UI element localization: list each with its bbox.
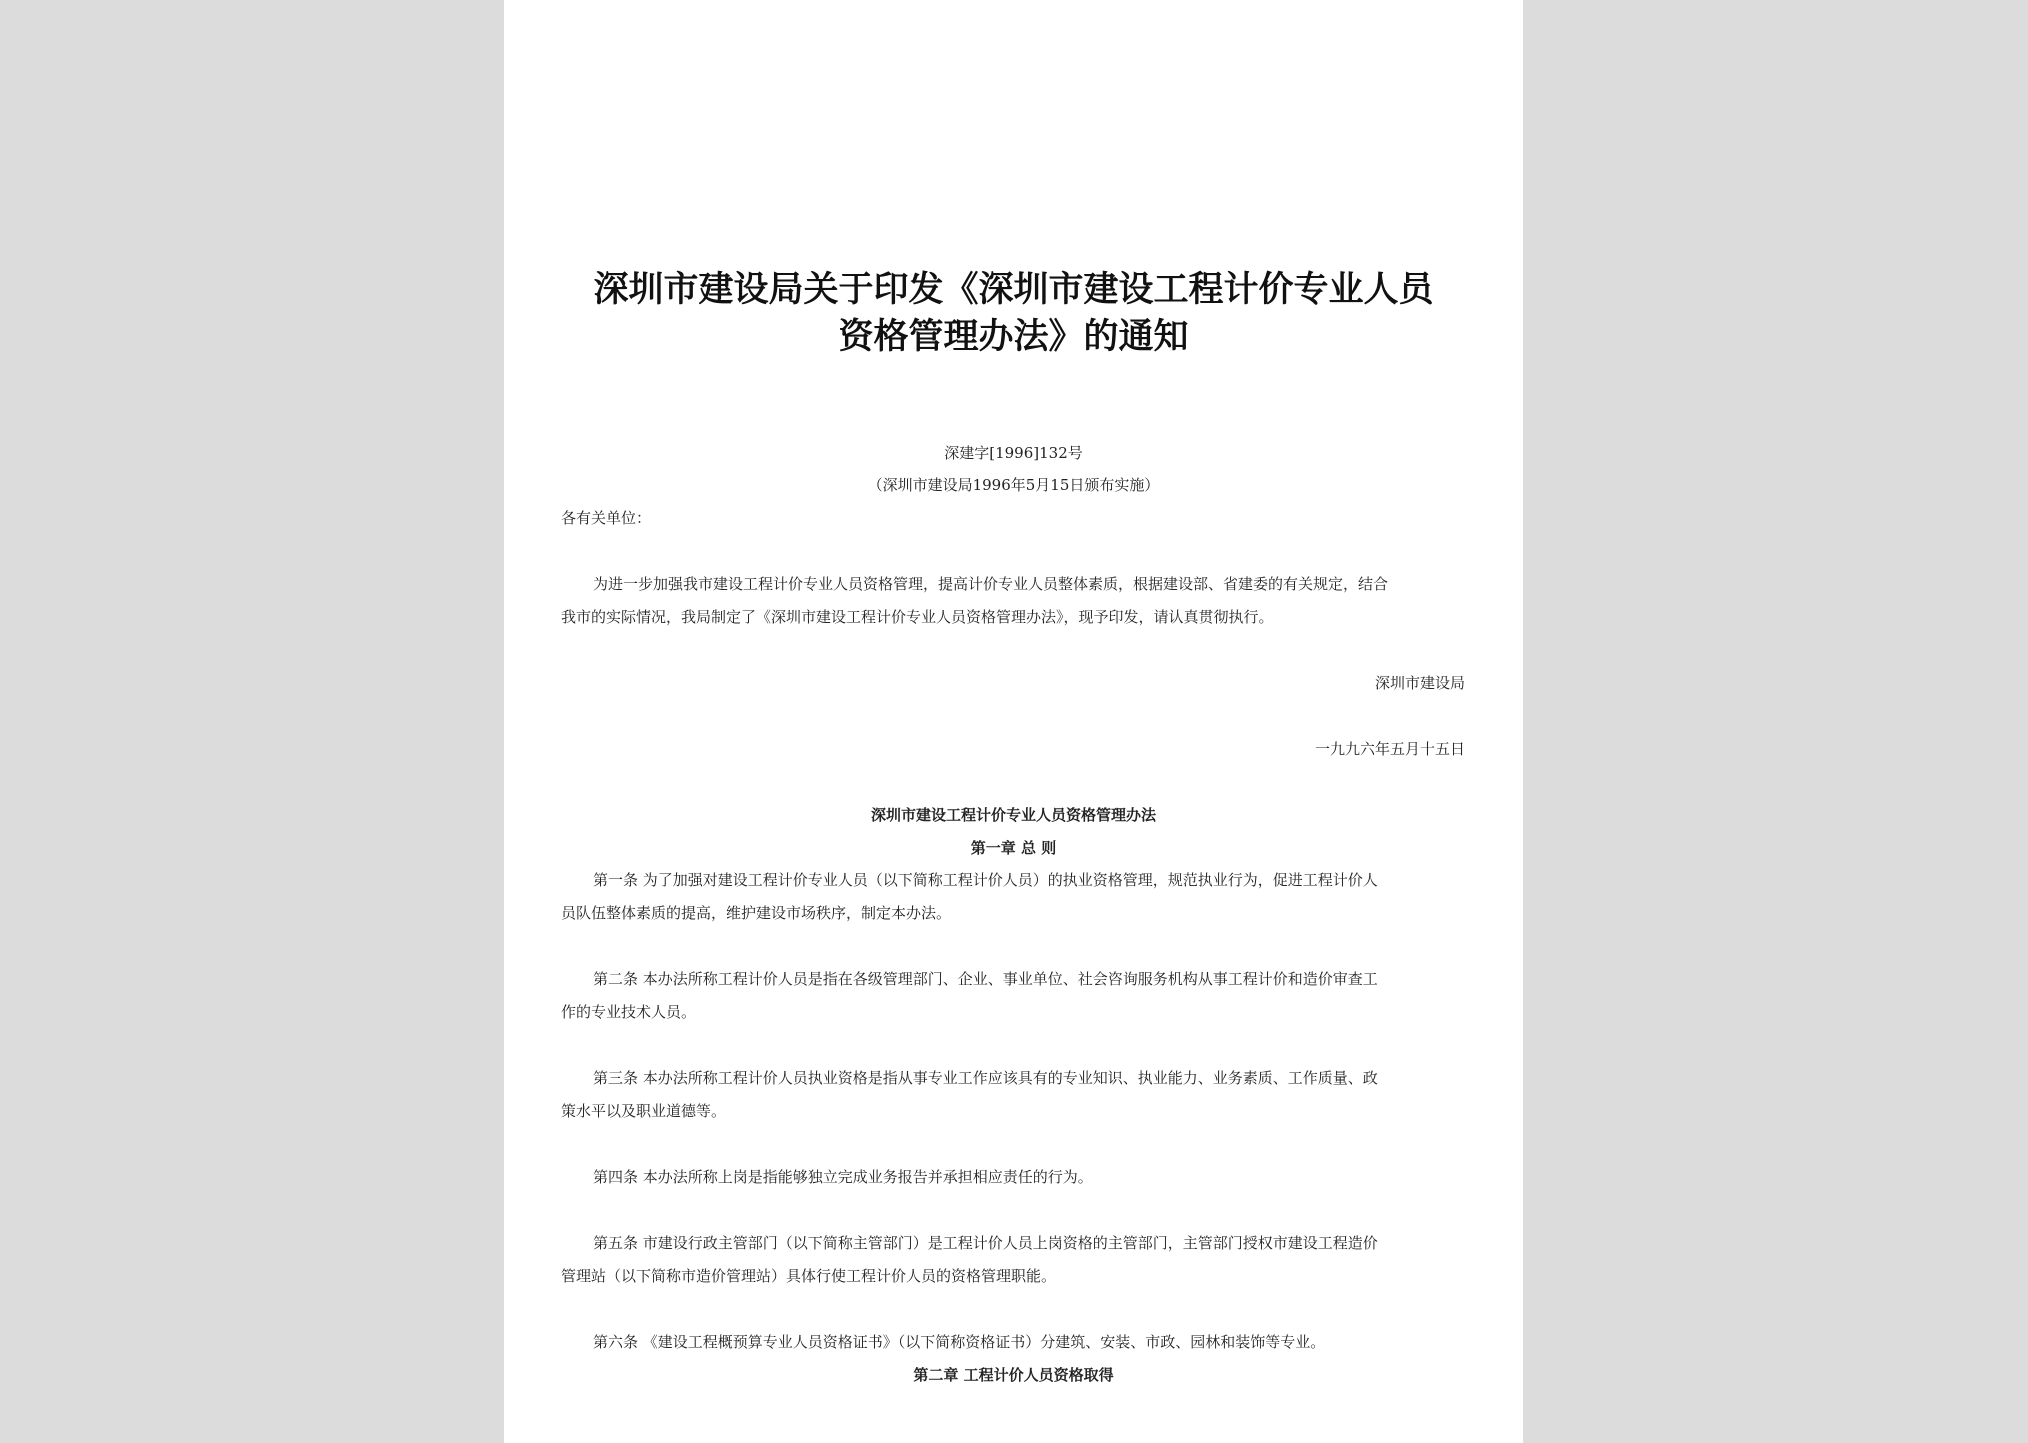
article-1-line-1: 第一条 为了加强对建设工程计价专业人员（以下简称工程计价人员）的执业资格管理，规范执业行为，促进工程计价人 — [593, 871, 1378, 889]
rules-title: 深圳市建设工程计价专业人员资格管理办法 — [870, 806, 1156, 824]
article-3-line-1: 第三条 本办法所称工程计价人员执业资格是指从事专业工作应该具有的专业知识、执业能力、业务素质、工作质量、政 — [593, 1069, 1378, 1087]
document-number: 深建字[1996]132号 — [944, 444, 1083, 462]
article-1-line-2: 员队伍整体素质的提高，维护建设市场秩序，制定本办法。 — [561, 904, 952, 922]
article-6-line-1: 第六条 《建设工程概预算专业人员资格证书》（以下简称资格证书）分建筑、安装、市政、园林和装饰等专业。 — [593, 1333, 1326, 1351]
issue-note: （深圳市建设局1996年5月15日颁布实施） — [867, 476, 1160, 494]
article-4-line-1: 第四条 本办法所称上岗是指能够独立完成业务报告并承担相应责任的行为。 — [593, 1168, 1093, 1186]
addressee: 各有关单位： — [561, 509, 652, 527]
document-title-line-1: 深圳市建设局关于印发《深圳市建设工程计价专业人员 — [593, 270, 1434, 310]
article-5-line-1: 第五条 市建设行政主管部门（以下简称主管部门）是工程计价人员上岗资格的主管部门，主管部门授权市建设工程造价 — [593, 1234, 1378, 1252]
body-paragraph-line-1: 为进一步加强我市建设工程计价专业人员资格管理，提高计价专业人员整体素质，根据建设部、省建委的有关规定，结合 — [593, 575, 1389, 593]
chapter-1-heading: 第一章 总 则 — [970, 839, 1057, 857]
document-title-line-2: 资格管理办法》的通知 — [838, 317, 1189, 357]
article-2-line-1: 第二条 本办法所称工程计价人员是指在各级管理部门、企业、事业单位、社会咨询服务机构从事工程计价和造价审查工 — [593, 970, 1378, 988]
article-2-line-2: 作的专业技术人员。 — [561, 1003, 697, 1021]
issuer-signature: 深圳市建设局 — [1374, 674, 1465, 692]
article-5-line-2: 管理站（以下简称市造价管理站）具体行使工程计价人员的资格管理职能。 — [561, 1267, 1057, 1285]
article-3-line-2: 策水平以及职业道德等。 — [561, 1102, 727, 1120]
body-paragraph-line-2: 我市的实际情况，我局制定了《深圳市建设工程计价专业人员资格管理办法》，现予印发，请认真贯彻执行。 — [561, 608, 1274, 626]
issue-date: 一九九六年五月十五日 — [1314, 740, 1465, 758]
document-page — [504, 0, 1523, 1443]
chapter-2-heading: 第二章 工程计价人员资格取得 — [913, 1366, 1114, 1384]
